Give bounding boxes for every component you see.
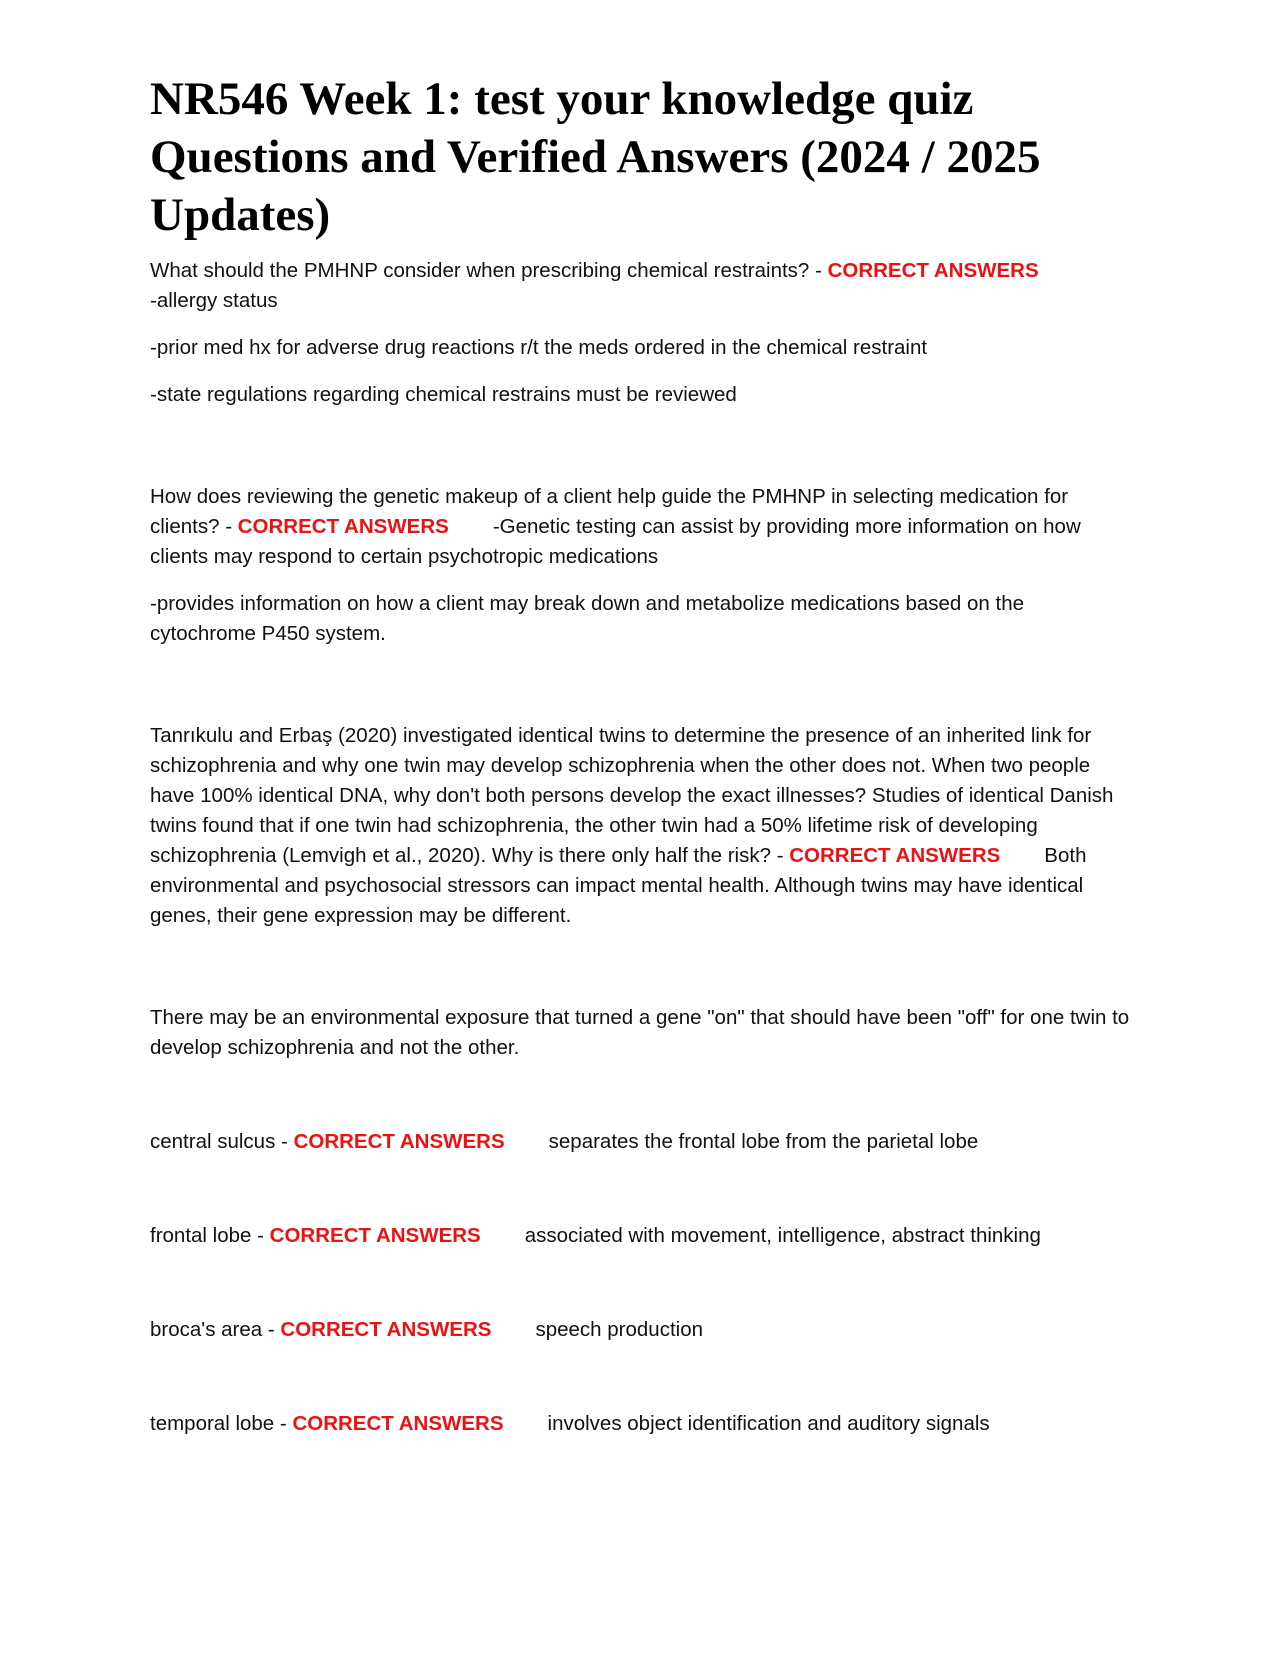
term-label: central sulcus - — [150, 1130, 294, 1153]
correct-answers-label: CORRECT ANSWERS — [237, 515, 449, 538]
term-definition: associated with movement, intelligence, abstract thinking — [524, 1224, 1041, 1247]
correct-answers-label: CORRECT ANSWERS — [280, 1318, 492, 1341]
answer-3-part-1: Both environmental and psychosocial stressors can impact mental health. Although twins may have identical genes, their gene expression may be different. — [150, 844, 1087, 927]
term-row — [150, 1409, 1130, 1439]
term-definition: speech production — [535, 1318, 704, 1341]
question-3 — [150, 721, 1130, 931]
correct-answers-label: CORRECT ANSWERS — [292, 1412, 504, 1435]
term-label: frontal lobe - — [150, 1224, 270, 1247]
correct-answers-label: CORRECT ANSWERS — [789, 844, 1001, 867]
term-row — [150, 1221, 1130, 1251]
question-1-text: What should the PMHNP consider when prescribing chemical restraints? - — [150, 259, 828, 282]
question-2 — [150, 482, 1130, 572]
term-row — [150, 1315, 1130, 1345]
term-definition: involves object identification and auditory signals — [547, 1412, 990, 1435]
answer-1-line-2: -prior med hx for adverse drug reactions r/t the meds ordered in the chemical restraint — [150, 336, 928, 359]
term-row — [150, 1127, 1130, 1157]
term-label: broca's area - — [150, 1318, 281, 1341]
question-2-text: How does reviewing the genetic makeup of a client help guide the PMHNP in selecting medication for clients? - — [150, 485, 1069, 538]
correct-answers-label: CORRECT ANSWERS — [269, 1224, 481, 1247]
correct-answers-label: CORRECT ANSWERS — [293, 1130, 505, 1153]
answer-2-part-1: -Genetic testing can assist by providing more information on how clients may respond to certain psychotropic medications — [150, 515, 1081, 568]
question-1 — [150, 256, 1130, 316]
correct-answers-label: CORRECT ANSWERS — [827, 259, 1039, 282]
document-title: NR546 Week 1: test your knowledge quiz Questions and Verified Answers (2024 / 2025 Updates) — [150, 73, 1041, 241]
question-3-text: Tanrıkulu and Erbaş (2020) investigated identical twins to determine the presence of an inherited link for schizophrenia and why one twin may develop schizophrenia when the other does not. When two people have 100% identical DNA, why don't both persons develop the exact illnesses? Studies of identical Danish twins found that if one twin had schizophrenia, the other twin had a 50% lifetime risk of developing schizophrenia (Lemvigh et al., 2020). Why is there only half the risk? - — [150, 724, 1114, 867]
answer-3-part-2: There may be an environmental exposure that turned a gene "on" that should have been "off" for one twin to develop schizophrenia and not the other. — [150, 1006, 1130, 1059]
answer-2-part-2: -provides information on how a client may break down and metabolize medications based on the cytochrome P450 system. — [150, 592, 1025, 645]
answer-1-line-3: -state regulations regarding chemical restrains must be reviewed — [150, 383, 737, 406]
document-page — [150, 70, 1130, 1439]
answer-1-line-1: -allergy status — [150, 289, 278, 312]
term-definition: separates the frontal lobe from the parietal lobe — [548, 1130, 979, 1153]
term-label: temporal lobe - — [150, 1412, 293, 1435]
